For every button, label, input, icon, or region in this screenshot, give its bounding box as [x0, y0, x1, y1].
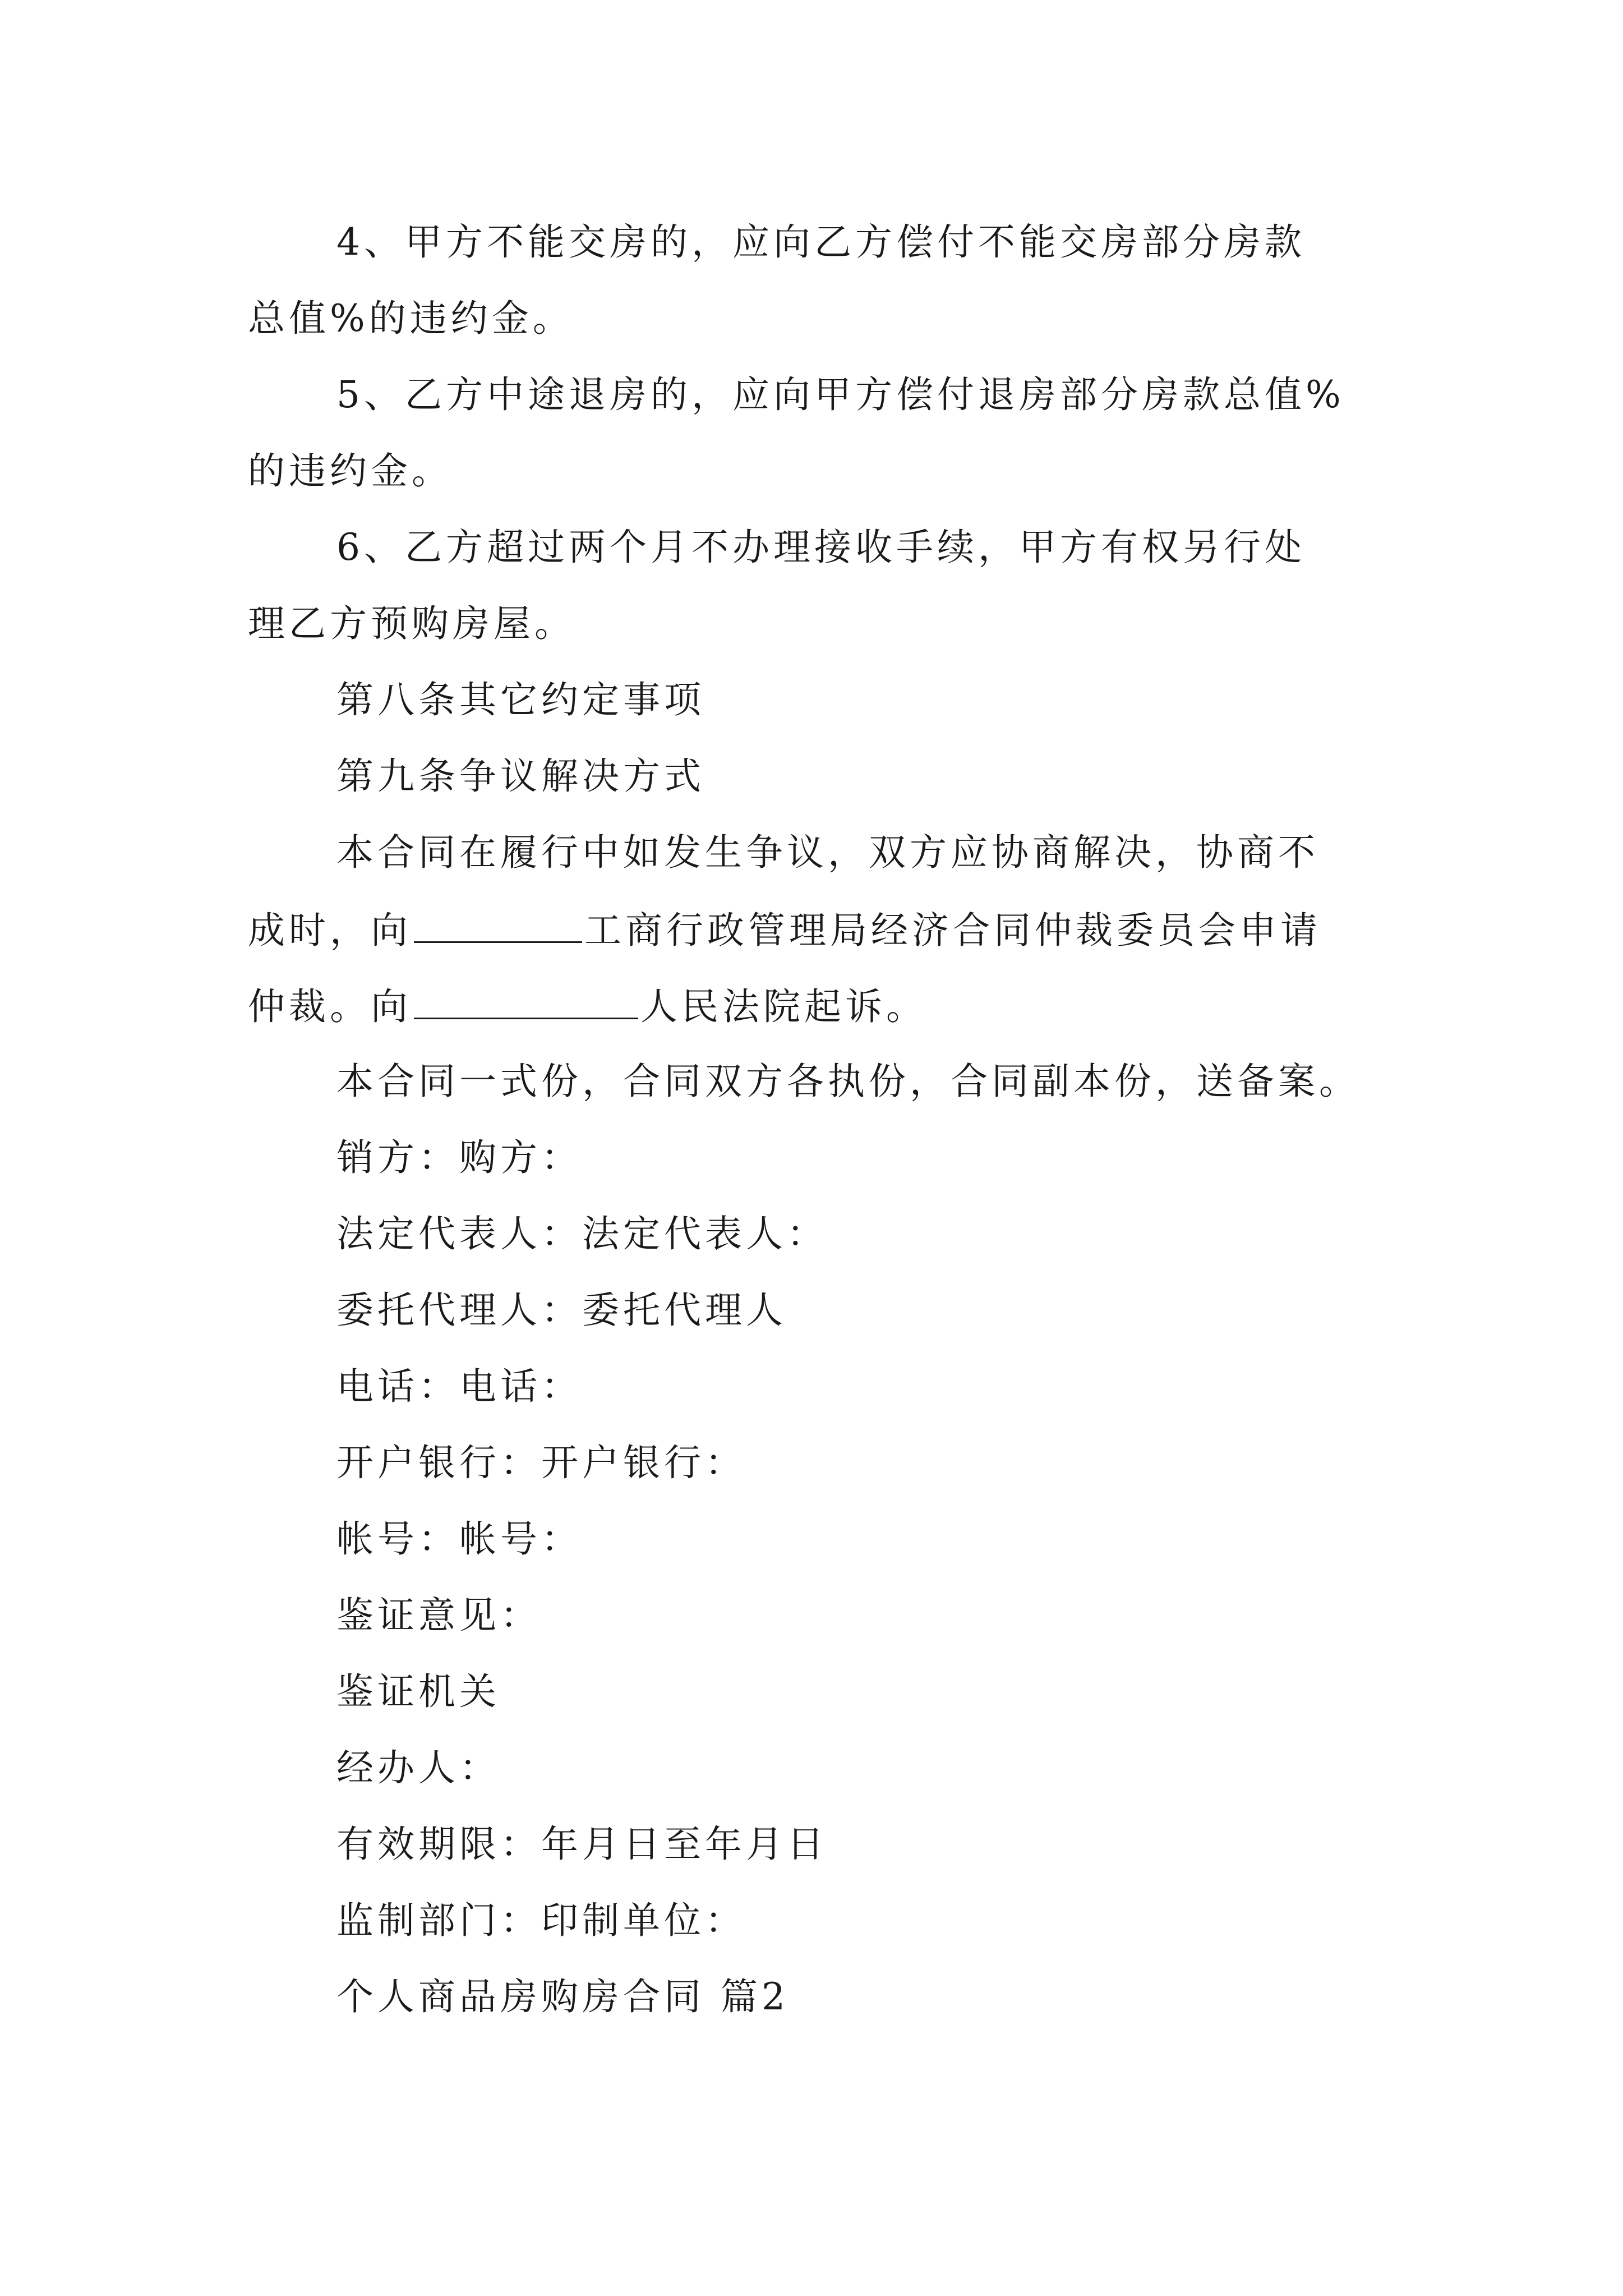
signature-agent: 委托代理人：委托代理人 [336, 1289, 787, 1332]
clause-4-line-1: 4、甲方不能交房的，应向乙方偿付不能交房部分房款 [336, 220, 1306, 264]
signature-account: 帐号：帐号： [336, 1517, 582, 1561]
clause-4-line-2: 总值%的违约金。 [248, 297, 574, 340]
signature-bank: 开户银行：开户银行： [336, 1441, 746, 1484]
dispute-line-3 [248, 983, 927, 1029]
dispute-line-2 [248, 907, 1321, 953]
verification-authority: 鉴证机关 [336, 1670, 500, 1713]
signature-phone: 电话：电话： [336, 1365, 582, 1408]
article-9-heading: 第九条争议解决方式 [336, 754, 705, 798]
clause-6-line-2: 理乙方预购房屋。 [248, 602, 575, 645]
article-8-heading: 第八条其它约定事项 [336, 678, 705, 721]
arbitration-bureau-blank [414, 907, 582, 943]
handler: 经办人： [336, 1746, 500, 1789]
copies-clause: 本合同一式份，合同双方各执份，合同副本份，送备案。 [336, 1060, 1360, 1103]
dispute-line-2-suffix: 工商行政管理局经济合同仲裁委员会申请 [584, 909, 1321, 952]
court-blank [414, 983, 638, 1019]
validity-period: 有效期限：年月日至年月日 [336, 1823, 828, 1866]
dispute-line-1: 本合同在履行中如发生争议，双方应协商解决，协商不 [336, 831, 1319, 874]
clause-5-line-1: 5、乙方中途退房的，应向甲方偿付退房部分房款总值% [336, 373, 1345, 416]
signature-legal-rep: 法定代表人：法定代表人： [336, 1212, 828, 1255]
dispute-line-3-prefix: 仲裁。向 [248, 985, 412, 1028]
dispute-line-3-suffix: 人民法院起诉。 [640, 985, 927, 1028]
supervising-departments: 监制部门：印制单位： [336, 1899, 746, 1942]
clause-5-line-2: 的违约金。 [248, 449, 453, 493]
next-contract-title: 个人商品房购房合同 篇2 [336, 1975, 789, 2018]
signature-parties: 销方：购方： [336, 1136, 582, 1179]
dispute-line-2-prefix: 成时，向 [248, 909, 412, 952]
clause-6-line-1: 6、乙方超过两个月不办理接收手续，甲方有权另行处 [336, 526, 1306, 569]
verification-opinion: 鉴证意见： [336, 1594, 541, 1637]
